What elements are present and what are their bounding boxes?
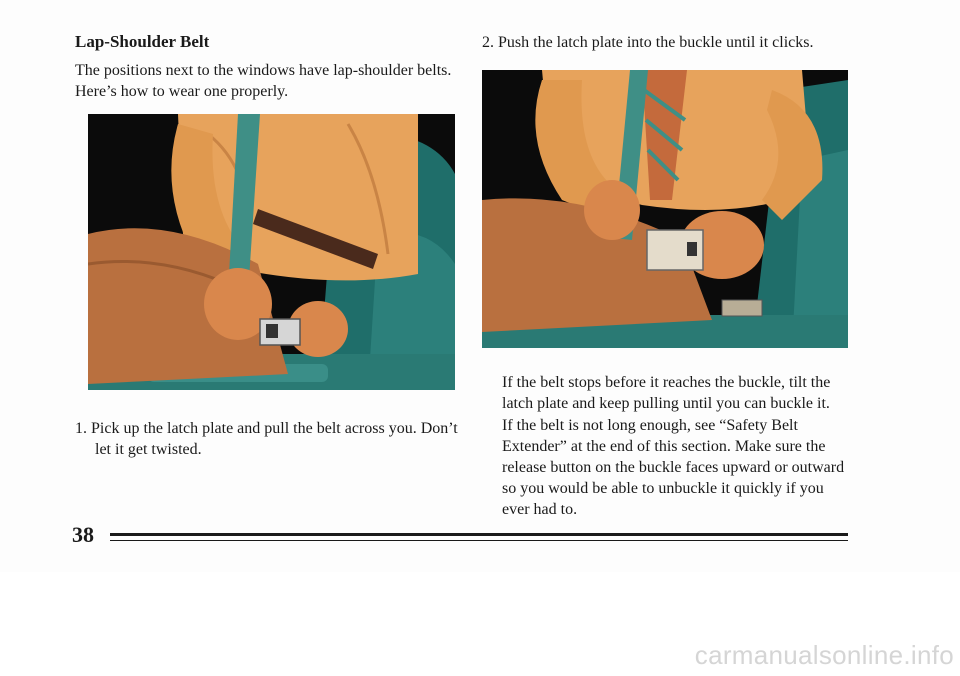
- intro-paragraph: The positions next to the windows have lap-shoulder belts. Here’s how to wear one properly.: [75, 62, 452, 100]
- step-2-text: 2. Push the latch plate into the buckle until it clicks.: [482, 34, 814, 51]
- footer-rule-thin: [110, 540, 848, 541]
- note-belt-extender: If the belt is not long enough, see “Safety Belt Extender” at the end of this section. Make sure the release button on the buckle faces upward or outward so you would be able to unbuckle it quickly if you ever had to.: [502, 417, 845, 518]
- belt-pull-drawing: [88, 114, 455, 390]
- footer-rule-thick: [110, 533, 848, 536]
- illustration-pull-belt: [88, 114, 455, 390]
- note-belt-stops: If the belt stops before it reaches the buckle, tilt the latch plate and keep pulling until you can buckle it.: [502, 374, 831, 412]
- page-number: 38: [72, 522, 94, 547]
- section-heading: Lap-Shoulder Belt: [75, 32, 210, 51]
- illustration-buckle-belt: [482, 70, 848, 348]
- belt-buckle-drawing: [482, 70, 848, 348]
- step-1-text: 1. Pick up the latch plate and pull the belt across you. Don’t let it get twisted.: [75, 420, 458, 458]
- watermark-text: carmanualsonline.info: [694, 640, 954, 670]
